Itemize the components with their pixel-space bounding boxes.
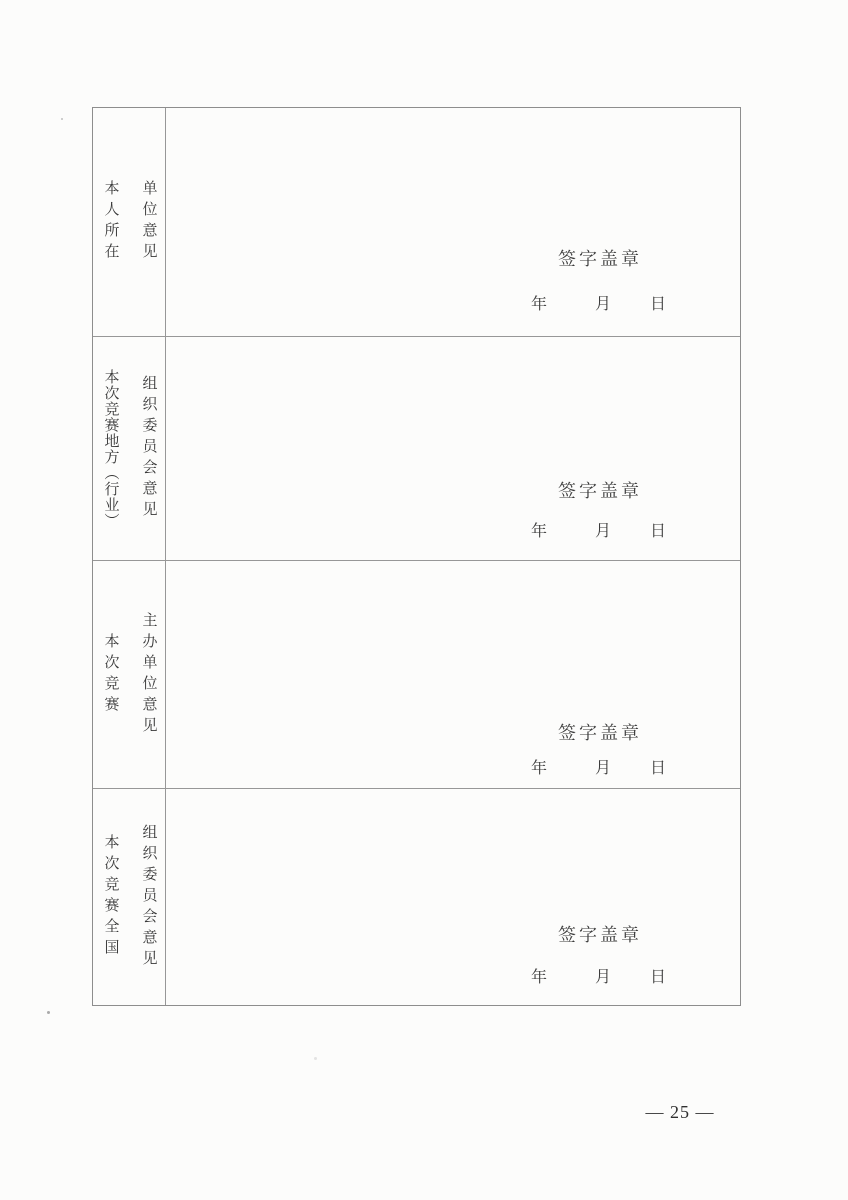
month-label: 月 (595, 760, 612, 777)
opinion-write-area (166, 789, 740, 1005)
date-line (531, 964, 666, 987)
year-label: 年 (531, 760, 548, 777)
signature-seal-label: 签字盖章 (558, 723, 642, 743)
row-label-col-left: 本次竞赛 (102, 632, 119, 717)
row-label-col-left: 本人所在 (102, 180, 119, 264)
month-label: 月 (595, 523, 612, 540)
signature-seal-label: 签字盖章 (558, 249, 642, 269)
day-label: 日 (650, 523, 667, 540)
scan-speck (47, 1011, 50, 1014)
form-row-host-unit-opinion (93, 561, 740, 789)
row-label-col-right: 主办单位意见 (140, 611, 157, 738)
scan-speck (314, 1057, 317, 1060)
form-row-local-industry-committee-opinion (93, 337, 740, 561)
month-label: 月 (595, 296, 612, 313)
day-label: 日 (650, 296, 667, 313)
row-label-col-left: 本次竞赛地方（行业） (102, 368, 119, 529)
opinion-write-area (166, 561, 740, 788)
year-label: 年 (531, 969, 548, 986)
row-label-local-industry-committee (93, 337, 166, 560)
day-label: 日 (650, 760, 667, 777)
row-label-applicant-unit (93, 108, 166, 336)
date-line (531, 755, 666, 778)
year-label: 年 (531, 296, 548, 313)
opinion-write-area (166, 108, 740, 336)
date-line (531, 291, 666, 314)
approval-opinions-table (92, 107, 741, 1006)
page-number: — 25 — (645, 1102, 715, 1122)
row-label-col-left: 本次竞赛全国 (102, 834, 119, 960)
scan-speck (61, 118, 63, 120)
row-label-host-unit (93, 561, 166, 788)
form-row-applicant-unit-opinion (93, 108, 740, 337)
row-label-col-right: 组织委员会意见 (140, 823, 157, 971)
day-label: 日 (650, 969, 667, 986)
year-label: 年 (531, 523, 548, 540)
opinion-write-area (166, 337, 740, 560)
month-label: 月 (595, 969, 612, 986)
row-label-col-right: 单位意见 (140, 180, 157, 264)
signature-seal-label: 签字盖章 (558, 481, 642, 501)
date-line (531, 518, 666, 541)
row-label-national-committee (93, 789, 166, 1005)
row-label-col-right: 组织委员会意见 (140, 375, 157, 522)
signature-seal-label: 签字盖章 (558, 925, 642, 945)
form-row-national-committee-opinion (93, 789, 740, 1005)
